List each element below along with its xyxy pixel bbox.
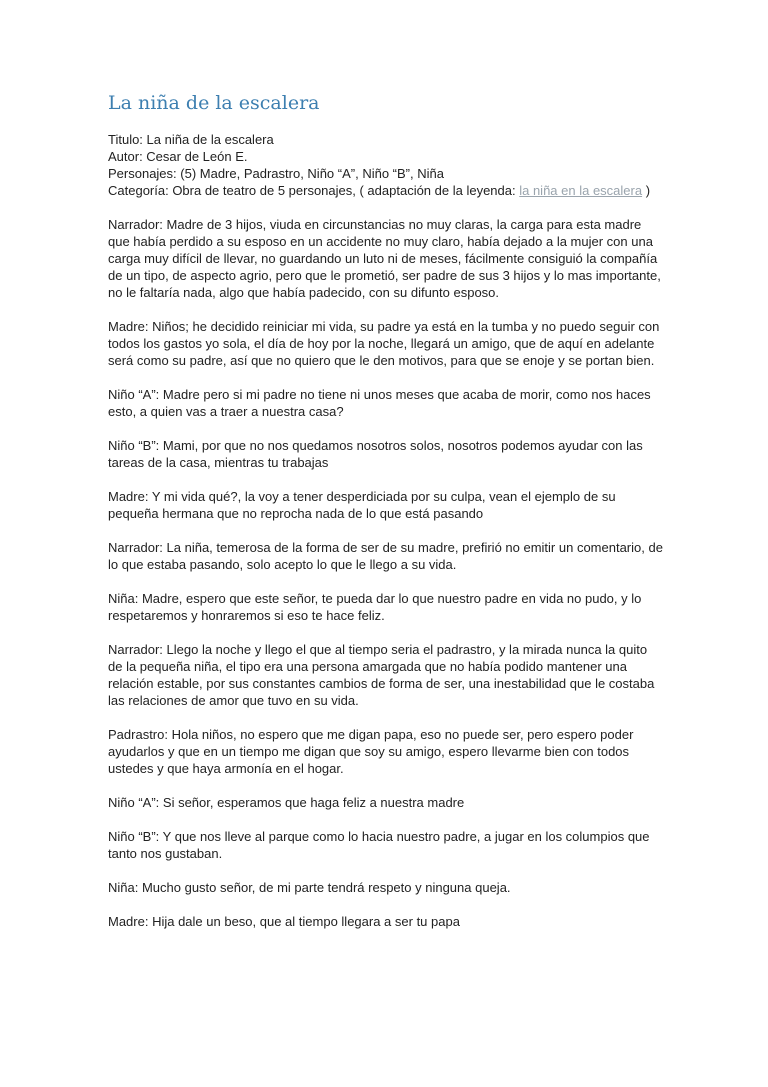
meta-autor: Autor: Cesar de León E. — [108, 149, 248, 164]
paragraph-nino-b-2: Niño “B”: Y que nos lleve al parque como lo hacia nuestro padre, a jugar en los columpios que tanto nos gustaban. — [108, 829, 650, 861]
paragraph-madre-2: Madre: Y mi vida qué?, la voy a tener desperdiciada por su culpa, vean el ejemplo de su pequeña hermana que no reprocha nada de lo que está pasando — [108, 489, 616, 521]
meta-categoria-prefix: Categoría: Obra de teatro de 5 personajes, ( adaptación de la leyenda: — [108, 183, 520, 198]
paragraph-narrador-3: Narrador: Llego la noche y llego el que al tiempo seria el padrastro, y la mirada nunca la quito de la pequeña niña, el tipo era una persona amargada que no había podido mantener una relación estable, por sus constantes cambios de forma de ser, una inestabilidad que le costaba las relaciones de amor que tuvo en su vida. — [108, 642, 655, 708]
meta-categoria-suffix: ) — [642, 183, 651, 198]
paragraph-narrador-1: Narrador: Madre de 3 hijos, viuda en circunstancias no muy claras, la carga para esta madre que había perdido a su esposo en un accidente no muy claro, había dejado a la mujer con una carga muy difícil de llevar, no guardando un luto ni de meses, fácilmente consiguió la compañía de un tipo, de aspecto agrio, pero que le prometió, ser padre de sus 3 hijos y lo mas importante, no le faltaría nada, algo que había padecido, con su difunto esposo. — [108, 217, 661, 300]
paragraph-nino-a-1: Niño “A”: Madre pero si mi padre no tiene ni unos meses que acaba de morir, como nos haces esto, a quien vas a traer a nuestra casa? — [108, 387, 651, 419]
paragraph-madre-1: Madre: Niños; he decidido reiniciar mi vida, su padre ya está en la tumba y no puedo seguir con todos los gastos yo sola, el día de hoy por la noche, llegará un amigo, que de aquí en adelante será como su padre, así que no quiero que le den motivos, para que se enoje y se portan bien. — [108, 319, 660, 368]
meta-personajes: Personajes: (5) Madre, Padrastro, Niño “A”, Niño “B”, Niña — [108, 166, 444, 181]
meta-categoria — [108, 182, 664, 199]
legend-link[interactable]: la niña en la escalera — [519, 183, 643, 198]
meta-titulo: Titulo: La niña de la escalera — [108, 132, 274, 147]
paragraph-narrador-2: Narrador: La niña, temerosa de la forma de ser de su madre, prefirió no emitir un comentario, de lo que estaba pasando, solo acepto lo que le llego a su vida. — [108, 540, 663, 572]
paragraph-padrastro-1: Padrastro: Hola niños, no espero que me digan papa, eso no puede ser, pero espero poder ayudarlos y que en un tiempo me digan que soy su amigo, espero llevarme bien con todos ustedes y que haya armonía en el hogar. — [108, 727, 634, 776]
document-title: La niña de la escalera — [108, 92, 320, 114]
paragraph-madre-3: Madre: Hija dale un beso, que al tiempo llegara a ser tu papa — [108, 914, 460, 929]
paragraph-nino-a-2: Niño “A”: Si señor, esperamos que haga feliz a nuestra madre — [108, 795, 465, 810]
paragraph-nina-1: Niña: Madre, espero que este señor, te pueda dar lo que nuestro padre en vida no pudo, y lo respetaremos y honraremos si eso te hace feliz. — [108, 591, 642, 623]
metadata-block — [108, 131, 664, 199]
document-body — [108, 131, 664, 947]
paragraph-nina-2: Niña: Mucho gusto señor, de mi parte tendrá respeto y ninguna queja. — [108, 880, 511, 895]
paragraph-nino-b-1: Niño “B”: Mami, por que no nos quedamos nosotros solos, nosotros podemos ayudar con las tareas de la casa, mientras tu trabajas — [108, 438, 643, 470]
